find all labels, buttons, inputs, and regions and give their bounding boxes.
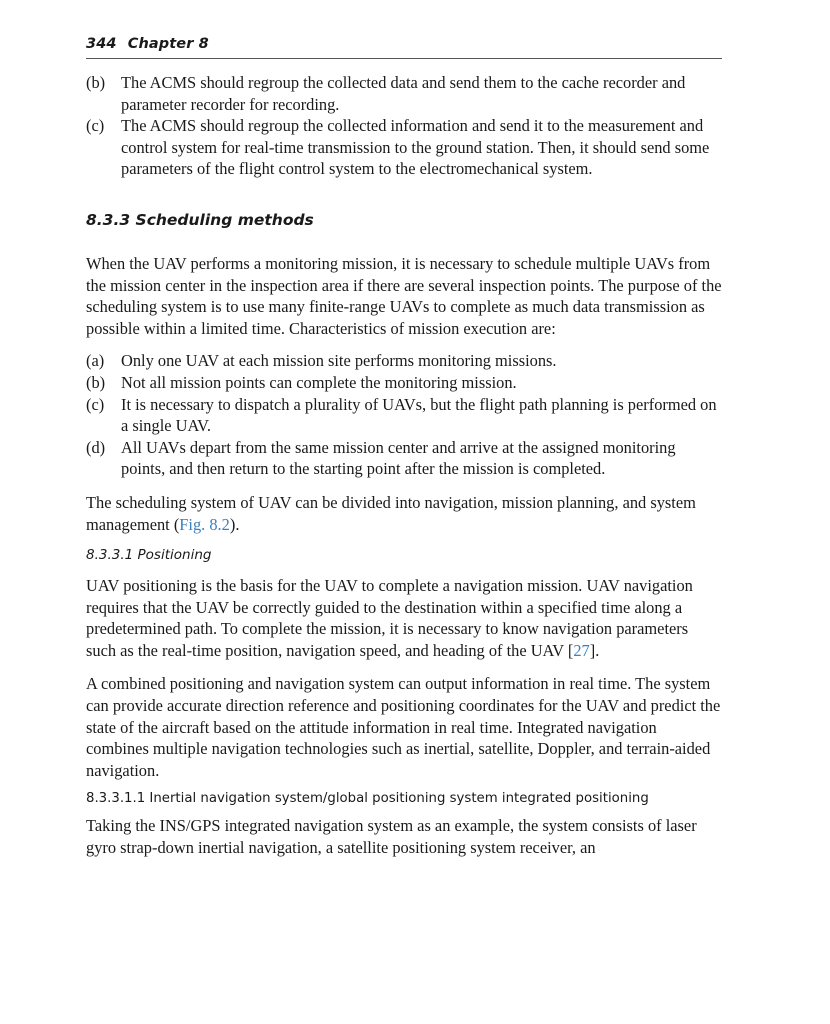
chapter-label: Chapter 8 [127, 36, 209, 52]
list-marker: (b) [86, 372, 106, 392]
list-text: Not all mission points can complete the monitoring mission. [121, 372, 517, 392]
positioning-paragraph-1 [86, 575, 722, 661]
page [86, 36, 722, 859]
characteristics-list [86, 350, 722, 480]
subsubsection-paragraph: Taking the INS/GPS integrated navigation system as an example, the system consists of laser gyro strap-down inertial navigation, a satellite positioning system receiver, an [86, 816, 697, 858]
list-marker: (c) [86, 394, 105, 414]
list-item [86, 437, 722, 480]
list-marker: (d) [86, 437, 106, 457]
list-item [86, 372, 722, 394]
section-heading: 8.3.3 Scheduling methods [86, 210, 314, 229]
list-item [86, 350, 722, 372]
list-text: Only one UAV at each mission site performs monitoring missions. [121, 351, 557, 371]
list-text: It is necessary to dispatch a plurality of UAVs, but the flight path planning is performed on a single UAV. [121, 394, 717, 436]
paragraph-text-end: ]. [589, 640, 600, 660]
summary-text-before: The scheduling system of UAV can be divided into navigation, mission planning, and system management ( [86, 492, 696, 534]
paragraph-text: UAV positioning is the basis for the UAV to complete a navigation mission. UAV navigation requires that the UAV be correctly guided to the destination within a specified time along a predetermined path. To complete the mission, it is necessary to know navigation parameters such as the real-time position, navigation speed, and heading of the UAV [ [86, 576, 693, 660]
running-header [86, 36, 722, 59]
list-text: The ACMS should regroup the collected information and send it to the measurement and control system for real-time transmission to the ground station. Then, it should send some parameters of the flight control system to the electromechanical system. [121, 116, 710, 179]
figure-link[interactable]: Fig. 8.2 [179, 514, 230, 534]
list-item [86, 115, 722, 180]
section-intro: When the UAV performs a monitoring mission, it is necessary to schedule multiple UAVs from the mission center in the inspection area if there are several inspection points. The purpose of the scheduling system is to use many finite-range UAVs to complete as much data transmission as possible within a limited time. Characteristics of mission execution are: [86, 253, 722, 338]
subsection-heading: 8.3.3.1 Positioning [86, 547, 212, 564]
list-text: All UAVs depart from the same mission center and arrive at the assigned monitoring points, and then return to the starting point after the mission is completed. [121, 437, 676, 479]
page-number: 344 [86, 36, 117, 52]
list-marker: (c) [86, 116, 105, 136]
list-marker: (a) [86, 351, 105, 371]
citation-link[interactable]: 27 [573, 640, 590, 660]
summary-text-after: ). [229, 514, 240, 534]
positioning-paragraph-2: A combined positioning and navigation system can output information in real time. The system can provide accurate direction reference and positioning coordinates for the UAV and predict the state of the aircraft based on the attitude information in real time. Integrated navigation combines multiple navigation technologies such as inertial, satellite, Doppler, and terrain-aided navigation. [86, 674, 721, 780]
subsubsection-heading: 8.3.3.1.1 Inertial navigation system/global positioning system integrated positioning [86, 791, 649, 807]
list-item [86, 394, 722, 437]
continued-list [86, 72, 722, 180]
list-item [86, 72, 722, 115]
summary-paragraph [86, 492, 722, 535]
list-marker: (b) [86, 73, 106, 92]
list-text: The ACMS should regroup the collected data and send them to the cache recorder and parameter recorder for recording. [121, 73, 686, 114]
